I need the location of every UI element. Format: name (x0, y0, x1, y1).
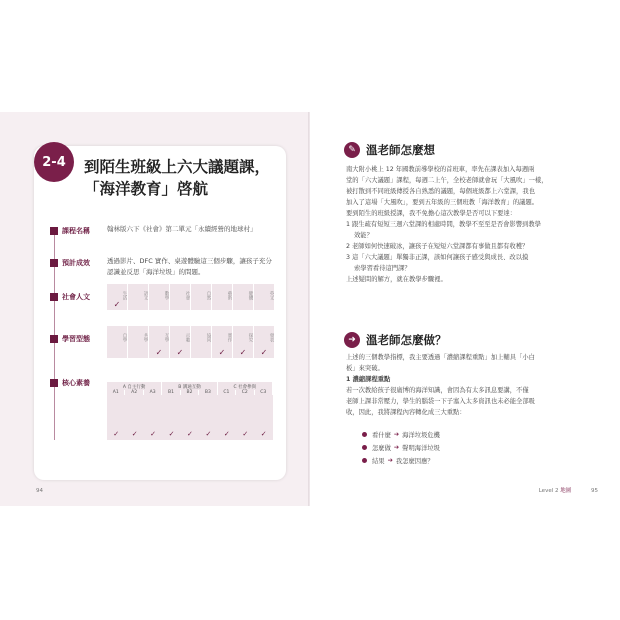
bullet-square-icon (50, 293, 58, 301)
core-group: A 自主行動 (107, 382, 162, 390)
grid-cell: 英文 (254, 284, 275, 310)
core-code: C1 (218, 390, 236, 395)
grid-cell: 生活 ✓ (107, 284, 128, 310)
check-icon: ✓ (205, 430, 212, 438)
core-competency-table (107, 382, 273, 440)
learning-grid (107, 326, 275, 358)
paragraph-method: 上述的三個教學指標，我主要透過「濃縮課程重點」加上輔具「小白 板」來突破。 1 濃縮課程重點 若一次教給孩子很廣博的海洋知識，會因為有太多訊息要講，不僅 老師上課非常壓力，學生的腦袋一下子塞入太多資訊也未必能全部吸 收，因此，我將課程內容轉化成三大重點： (346, 354, 535, 416)
check-icon: ✓ (239, 348, 247, 357)
grid-cell: 協同 (191, 326, 212, 358)
grid-cell: 語文 (128, 284, 149, 310)
core-code: B1 (162, 390, 180, 395)
grid-cell: 共學 (128, 326, 149, 358)
grid-cell: 探究 ✓ (233, 326, 254, 358)
grid-cell: 數學 (149, 284, 170, 310)
check-icon: ✓ (223, 430, 230, 438)
check-icon: ✓ (260, 348, 268, 357)
core-code: C3 (255, 390, 273, 395)
check-icon: ✓ (218, 348, 226, 357)
bullet-square-icon (50, 259, 58, 267)
list-item: 結果 ➔ 我怎麼因應？ (362, 456, 434, 465)
course-name-label: 課程名稱 (50, 226, 90, 236)
page-number-left: 94 (36, 488, 43, 494)
left-page (0, 112, 310, 506)
grid-cell: 自然 (191, 284, 212, 310)
core-code: A2 (125, 390, 143, 395)
check-icon: ✓ (113, 430, 120, 438)
lesson-title (84, 156, 284, 200)
core-code: C2 (236, 390, 254, 395)
bullet-dot-icon (362, 458, 367, 463)
check-icon: ✓ (176, 348, 184, 357)
bullet-dot-icon (362, 445, 367, 450)
check-icon: ✓ (260, 430, 267, 438)
bullet-square-icon (50, 335, 58, 343)
grid-cell: 發表 ✓ (254, 326, 275, 358)
core-label: 核心素養 (50, 378, 90, 388)
check-icon: ✓ (168, 430, 175, 438)
action-icon: ➜ (344, 332, 360, 348)
course-name-text: 翰林版六下《社會》第二單元「永續經營的地球村」 (107, 225, 257, 233)
check-icon: ✓ (242, 430, 249, 438)
grid-cell: 自學 (107, 326, 128, 358)
grid-cell: 社會 (170, 284, 191, 310)
section-heading-do: ➜ 溫老師怎麼做？ (344, 332, 447, 348)
check-icon: ✓ (113, 300, 121, 309)
right-page (310, 112, 620, 506)
thought-icon: ✎ (344, 142, 360, 158)
arrow-right-icon: ➔ (393, 431, 400, 438)
grid-cell: 藝術 (212, 284, 233, 310)
bullet-square-icon (50, 379, 58, 387)
check-icon: ✓ (131, 430, 138, 438)
list-item: 怎麼做 ➔ 聲明海洋垃圾 (362, 443, 440, 452)
grid-cell: 健體 (233, 284, 254, 310)
expected-label: 預計成效 (50, 258, 90, 268)
title-line-1: 到陌生班級上六大議題課， (84, 157, 271, 176)
grid-cell: 互學 ✓ (149, 326, 170, 358)
social-grid (107, 284, 275, 310)
list-item: 看什麼 ➔ 海洋垃圾危機 (362, 430, 440, 439)
core-group: C 社會參與 (218, 382, 273, 390)
bullet-dot-icon (362, 432, 367, 437)
title-line-2: 「海洋教育」啓航 (84, 179, 209, 198)
check-icon: ✓ (150, 430, 157, 438)
core-code: B3 (199, 390, 217, 395)
grid-cell: 示範 ✓ (170, 326, 191, 358)
core-code: A1 (107, 390, 125, 395)
grid-cell: 實作 ✓ (212, 326, 233, 358)
core-group: B 溝通互動 (162, 382, 217, 390)
check-icon: ✓ (155, 348, 163, 357)
check-icon: ✓ (187, 430, 193, 438)
section-heading-think: ✎ 溫老師怎麼想 (344, 142, 435, 158)
social-label: 社會人文 (50, 292, 90, 302)
book-spread (0, 112, 620, 506)
paragraph-intro: 南大附小桃上 12 年國教前導學校的首班車，率先在課表加入每週兩 堂的「六大議題」課程，每週二上午，全校老師就會玩「大風吹」一樣， 被打散到不同班級傳授各自熟悉的議題，每個班級都上六堂課，我也 加入了這場「大風吹」，要到五年級的三個班教「海洋教育」的議題。 要到陌生的班級授課，我不免擔心這次教學是否可以下要達： 1 跟生疏有短短三週六堂課的相處時間，教學不至至是否會影響到教學 效能？ 2 老師如何快速破冰，讓孩子在短短六堂課都有事做且都有收穫？ 3 這「六大議題」單獨非正課，該如何讓孩子感受與成長、改以摸 索學習看待這門課？ 上述疑問的解方，就在教學步驟裡。 (346, 166, 548, 283)
lesson-badge: 2-4 (34, 142, 74, 182)
core-code: B2 (181, 390, 199, 395)
learning-label: 學習型態 (50, 334, 90, 344)
arrow-right-icon: ➔ (393, 444, 400, 451)
core-code: A3 (144, 390, 162, 395)
expected-text: 透過影片、DFC 實作、桌遊體驗這三個步驟，讓孩子充分認識並反思「海洋垃圾」的問題。 (107, 257, 272, 276)
bullet-square-icon (50, 227, 58, 235)
arrow-right-icon: ➔ (387, 457, 393, 464)
page-footer-right: Level 2 地圖 95 (538, 488, 598, 494)
